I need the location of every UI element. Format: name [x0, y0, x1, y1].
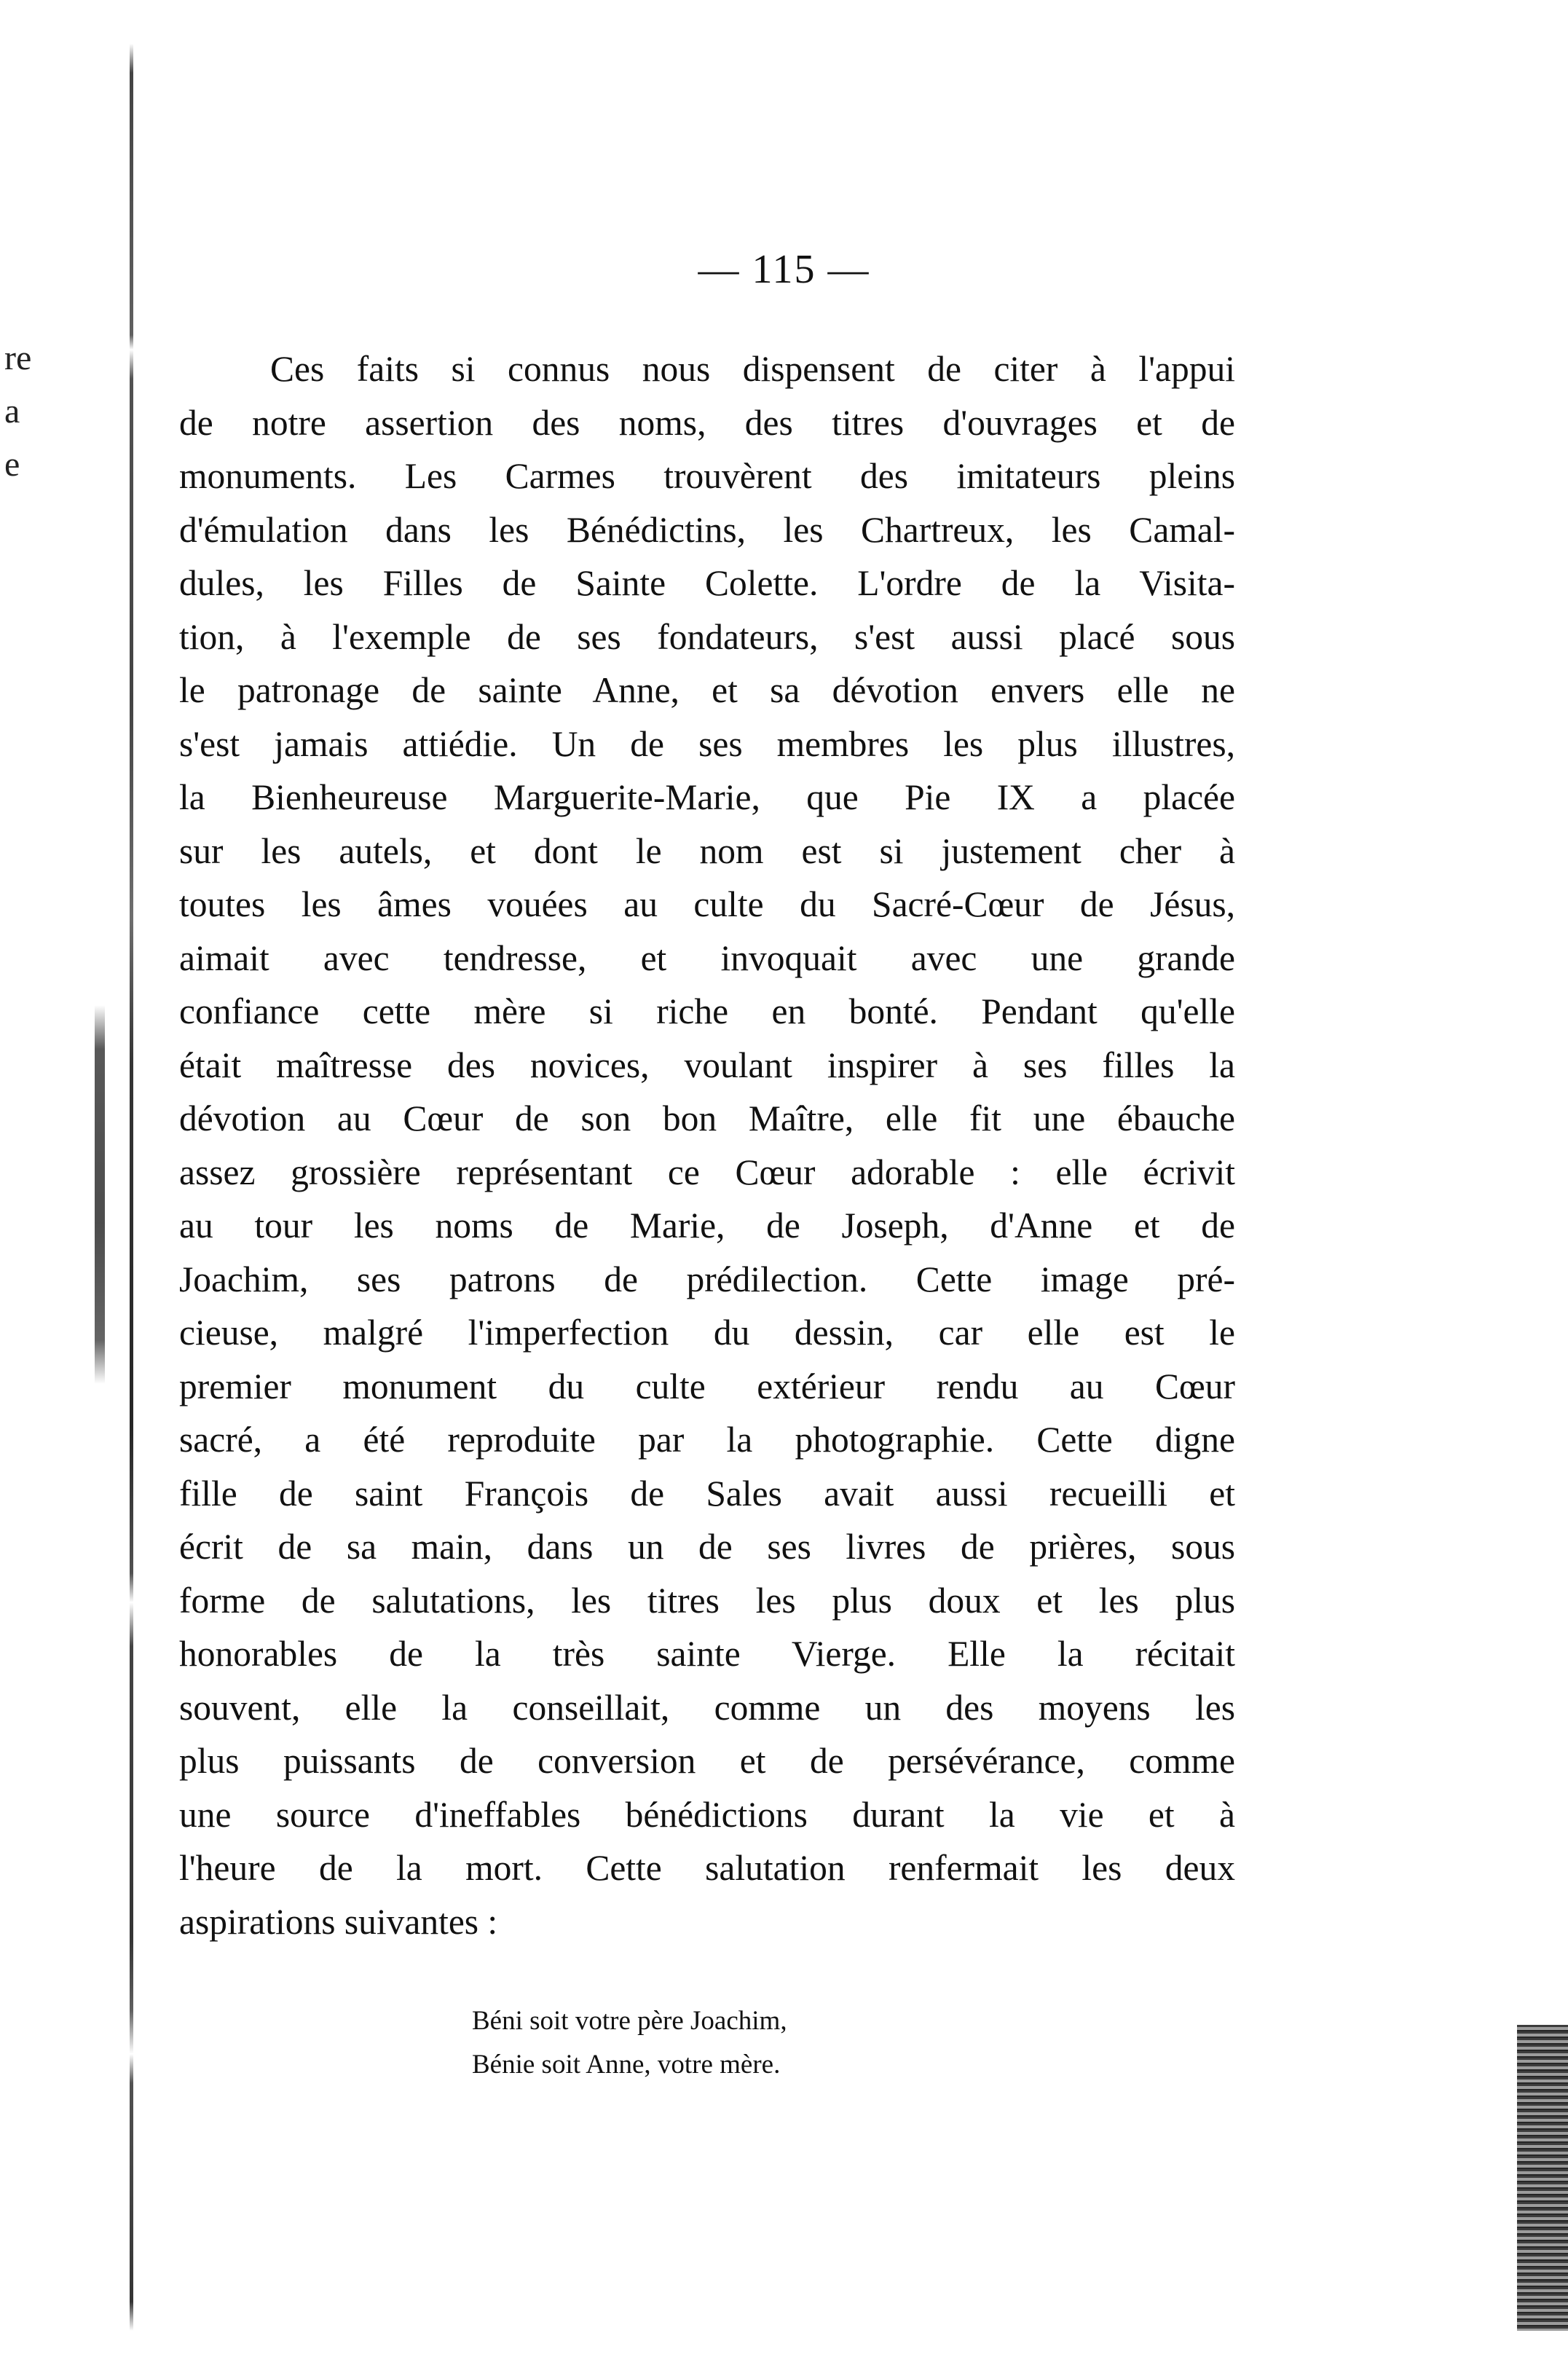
text-line: assez grossière représentant ce Cœur adorable : elle écrivit	[179, 1152, 1235, 1192]
fragment-2: a	[4, 392, 20, 430]
verse-line: Bénie soit Anne, votre mère.	[472, 2050, 781, 2079]
text-line: honorables de la très sainte Vierge. Elle la récitait	[179, 1634, 1235, 1674]
text-line: cieuse, malgré l'imperfection du dessin, car elle est le	[179, 1313, 1235, 1353]
verse-block	[472, 1999, 982, 2087]
binding-shadow-dark	[95, 1005, 105, 1384]
text-line: aimait avec tendresse, et invoquait avec une grande	[179, 937, 1235, 978]
text-line: une source d'ineffables bénédictions durant la vie et à	[179, 1794, 1235, 1835]
fragment-1: re	[4, 339, 32, 377]
adjacent-page-fragments	[4, 331, 48, 491]
fragment-3: e	[4, 445, 20, 484]
text-line: dévotion au Cœur de son bon Maître, elle fit une ébauche	[179, 1098, 1235, 1138]
text-line: la Bienheureuse Marguerite-Marie, que Pie IX a placée	[179, 777, 1235, 817]
text-line: au tour les noms de Marie, de Joseph, d'Anne et de	[179, 1205, 1235, 1246]
text-line: aspirations suivantes :	[179, 1901, 498, 1942]
body-paragraph	[179, 342, 1235, 1948]
text-line: toutes les âmes vouées au culte du Sacré-Cœur de Jésus,	[179, 884, 1235, 924]
text-line: sur les autels, et dont le nom est si justement cher à	[179, 830, 1235, 871]
text-line: fille de saint François de Sales avait aussi recueilli et	[179, 1473, 1235, 1514]
text-line: le patronage de sainte Anne, et sa dévotion envers elle ne	[179, 670, 1235, 710]
page-edge-artifact	[1517, 2025, 1568, 2331]
text-line: écrit de sa main, dans un de ses livres de prières, sous	[179, 1527, 1235, 1567]
text-line: dules, les Filles de Sainte Colette. L'ordre de la Visita-	[179, 563, 1235, 603]
text-line: était maîtresse des novices, voulant inspirer à ses filles la	[179, 1044, 1235, 1085]
text-line: l'heure de la mort. Cette salutation renfermait les deux	[179, 1848, 1235, 1888]
text-line: d'émulation dans les Bénédictins, les Chartreux, les Camal-	[179, 509, 1235, 550]
text-line: premier monument du culte extérieur rendu au Cœur	[179, 1366, 1235, 1406]
text-line: plus puissants de conversion et de persévérance, comme	[179, 1741, 1235, 1781]
text-line: tion, à l'exemple de ses fondateurs, s'est aussi placé sous	[179, 616, 1235, 657]
binding-shadow-line	[130, 44, 133, 2331]
text-line: sacré, a été reproduite par la photographie. Cette digne	[179, 1420, 1235, 1460]
text-line: confiance cette mère si riche en bonté. Pendant qu'elle	[179, 991, 1235, 1031]
text-line: monuments. Les Carmes trouvèrent des imitateurs pleins	[179, 456, 1235, 496]
text-line: souvent, elle la conseillait, comme un des moyens les	[179, 1687, 1235, 1728]
text-line: de notre assertion des noms, des titres d'ouvrages et de	[179, 402, 1235, 443]
text-line: s'est jamais attiédie. Un de ses membres les plus illustres,	[179, 723, 1235, 764]
text-line: forme de salutations, les titres les plus doux et les plus	[179, 1580, 1235, 1621]
text-line: Joachim, ses patrons de prédilection. Cette image pré-	[179, 1259, 1235, 1299]
verse-line: Béni soit votre père Joachim,	[472, 2006, 787, 2036]
page-number: — 115 —	[698, 247, 870, 292]
text-line: Ces faits si connus nous dispensent de citer à l'appui	[270, 349, 1235, 389]
